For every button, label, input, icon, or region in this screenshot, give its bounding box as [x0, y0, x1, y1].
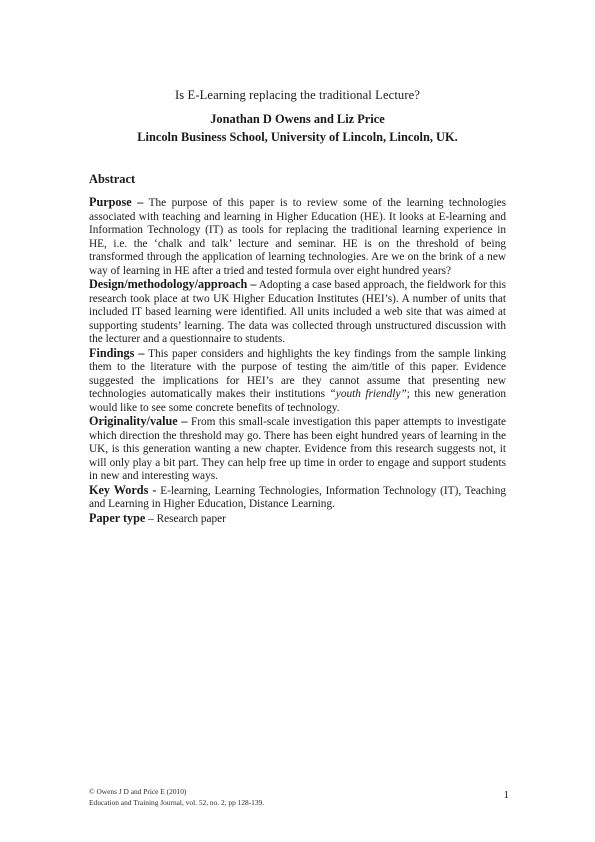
findings-text-italic: “youth friendly”	[329, 388, 407, 400]
page-number: 1	[503, 789, 509, 801]
abstract-keywords-paragraph	[89, 484, 506, 512]
originality-label: Originality/value –	[89, 414, 188, 428]
footer-copyright: © Owens J D and Price E (2010)	[89, 787, 187, 796]
keywords-text: E-learning, Learning Technologies, Information Technology (IT), Teaching and Learning in Higher Education, Distance Learning.	[89, 484, 506, 510]
abstract-body	[89, 196, 506, 526]
author-names: Jonathan D Owens and Liz Price	[210, 112, 385, 126]
purpose-label: Purpose –	[89, 195, 144, 209]
design-label: Design/methodology/approach –	[89, 277, 257, 291]
abstract-heading: Abstract	[89, 172, 136, 186]
paper-type-label: Paper type	[89, 510, 146, 525]
findings-text-before: This paper considers and highlights the key findings from the sample linking them to the literature with the purpose of testing the aim/title of this paper. Evidence suggested the implications for HEI’s are they cannot assume that presenting new technologies automatically makes their institutions	[89, 347, 506, 400]
abstract-design-paragraph	[89, 278, 506, 347]
footer-citation-block	[89, 786, 264, 808]
paper-title: Is E-Learning replacing the traditional Lecture?	[174, 88, 420, 102]
keywords-label: Key Words -	[89, 482, 157, 497]
abstract-paper-type-paragraph	[89, 512, 506, 527]
findings-text-after: ; this new generation would like to see some concrete benefits of technology.	[89, 388, 506, 414]
author-affiliation: Lincoln Business School, University of Lincoln, Lincoln, UK.	[137, 129, 458, 144]
originality-text: From this small-scale investigation this paper attempts to investigate which direction the threshold may go. There has been eight hundred years of learning in the UK, is this generation wanting a new chapter. Evidence from this research suggests not, it will only play a bit part. They can help free up time in order to engage and support students in new and interesting ways.	[89, 416, 506, 482]
author-block	[0, 111, 595, 146]
findings-label: Findings –	[89, 345, 145, 360]
abstract-originality-paragraph	[89, 415, 506, 484]
abstract-findings-paragraph	[89, 347, 506, 416]
abstract-purpose-paragraph	[89, 196, 506, 278]
design-text: Adopting a case based approach, the fieldwork for this research took place at two UK Higher Education Institutes (HEI’s). A number of units that included IT based learning were identified. All units included a web site that was aimed at supporting students’ learning. The data was collected through unstructured discussion with the lecturer and a questionnaire to students.	[89, 279, 506, 345]
paper-type-text: – Research paper	[145, 512, 226, 525]
footer-citation: Education and Training Journal, vol. 52, no. 2, pp 128-139.	[89, 798, 265, 807]
purpose-text: The purpose of this paper is to review some of the learning technologies associated with teaching and learning in Higher Education (HE). It looks at E-learning and Information Technology (IT) as tools for replacing the traditional learning experience in HE, i.e. the ‘chalk and talk’ lecture and seminar. HE is on the threshold of being transformed through the application of learning technologies. Are we on the brink of a new way of learning in HE after a tried and tested formula over eight hundred years?	[89, 197, 506, 277]
